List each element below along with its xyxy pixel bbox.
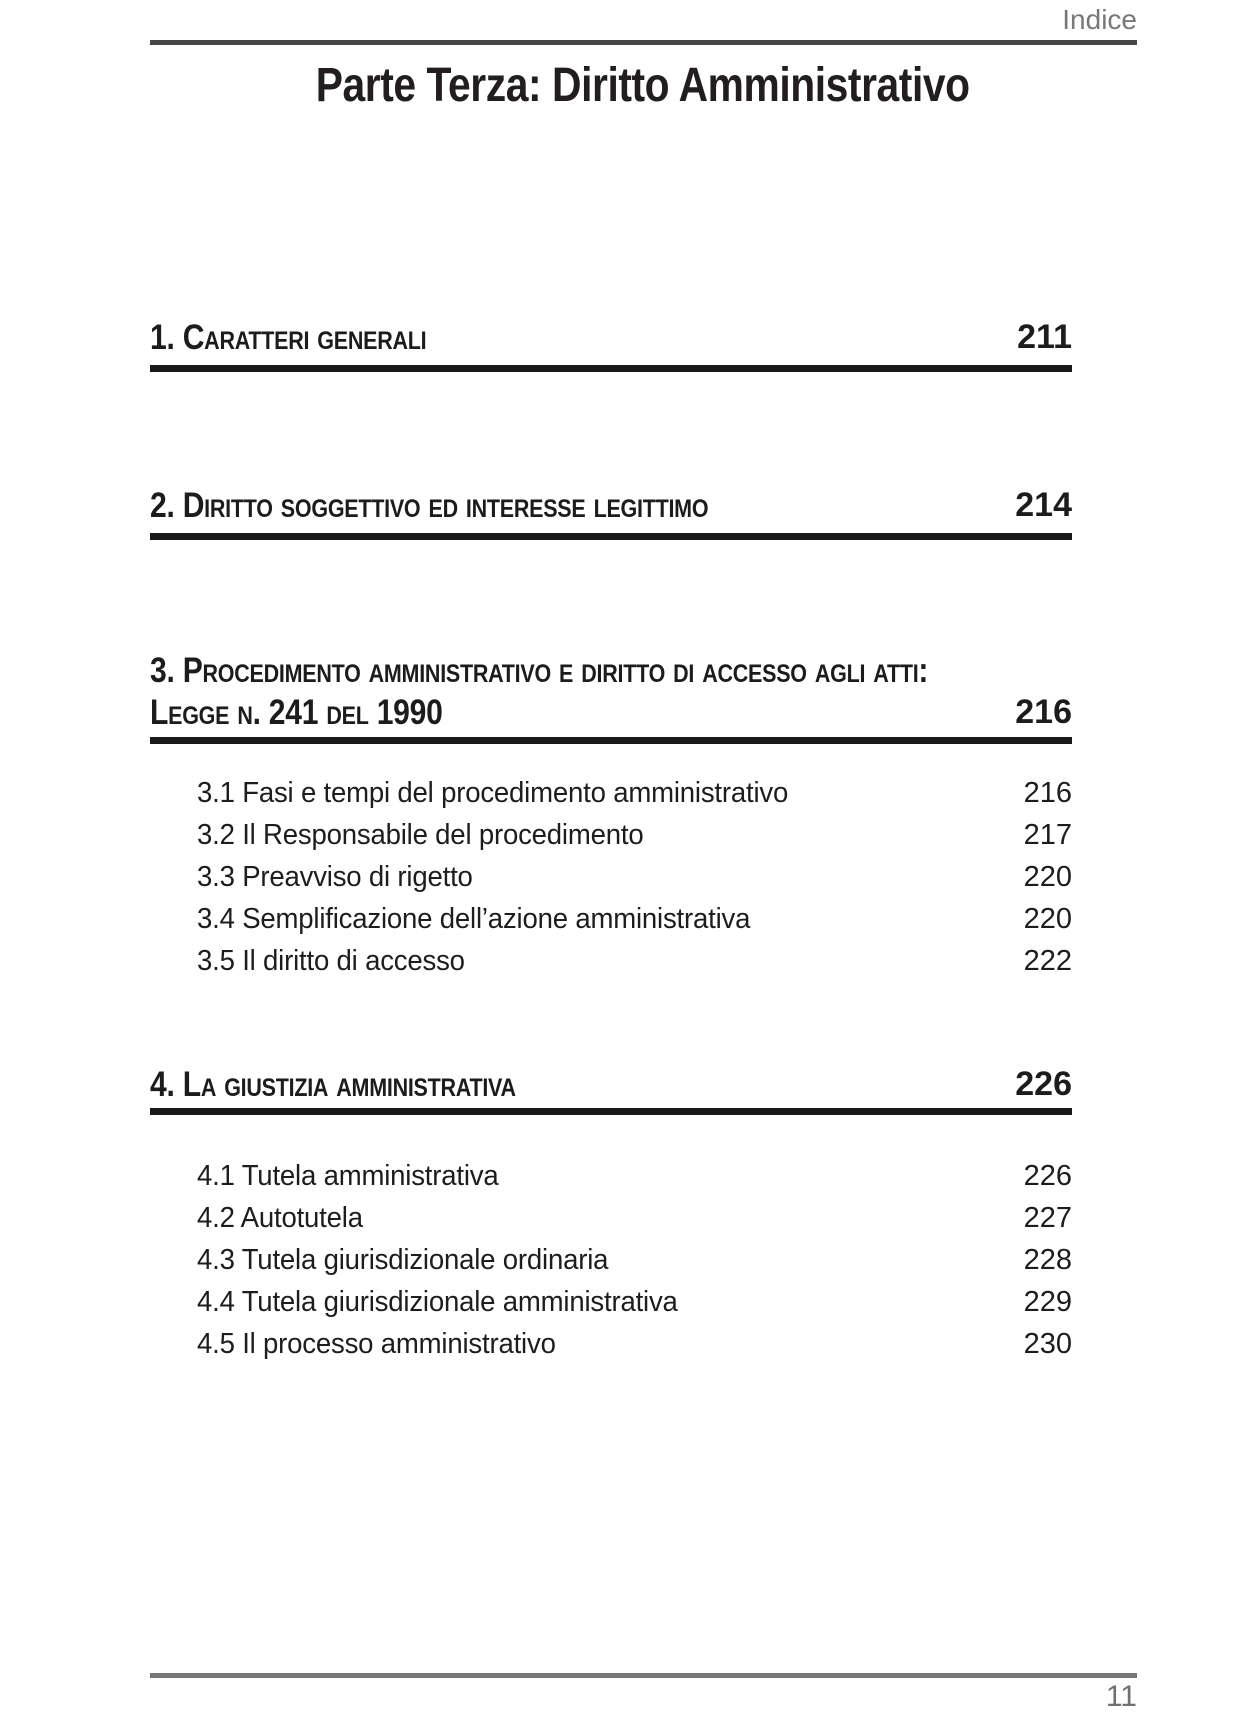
toc-entry-label: 4.4 Tutela giurisdizionale amministrativa bbox=[197, 1286, 678, 1318]
title-wrap bbox=[150, 59, 1135, 112]
section-rule bbox=[150, 365, 1072, 372]
toc-entry bbox=[197, 1239, 1072, 1281]
toc-entry-label: 3.2 Il Responsabile del procedimento bbox=[197, 819, 644, 851]
section-3-page-number: 216 bbox=[1015, 693, 1072, 731]
toc-entry bbox=[197, 772, 1072, 814]
toc-entry bbox=[197, 1155, 1072, 1197]
toc-subitems-section-3 bbox=[197, 772, 1072, 982]
toc-entry bbox=[197, 1281, 1072, 1323]
toc-entry bbox=[197, 1323, 1072, 1365]
toc-entry bbox=[197, 898, 1072, 940]
header-rule bbox=[150, 40, 1137, 45]
toc-entry-page-number: 228 bbox=[1023, 1244, 1072, 1276]
section-rule bbox=[150, 533, 1072, 540]
toc-entry-label: 4.2 Autotutela bbox=[197, 1202, 363, 1234]
section-rule bbox=[150, 737, 1072, 744]
toc-entry bbox=[197, 1197, 1072, 1239]
toc-entry-page-number: 229 bbox=[1023, 1286, 1072, 1318]
running-header-label: Indice bbox=[1062, 4, 1137, 35]
toc-entry-label: 3.4 Semplificazione dell’azione amministrativa bbox=[197, 903, 751, 935]
section-3-label-line2: Legge n. 241 del 1990 bbox=[150, 693, 443, 732]
toc-entry-page-number: 217 bbox=[1023, 819, 1072, 851]
section-2-page-number: 214 bbox=[1015, 486, 1072, 524]
toc-entry-page-number: 230 bbox=[1023, 1328, 1072, 1360]
section-1-page-number: 211 bbox=[1017, 318, 1072, 356]
toc-entry-label: 3.1 Fasi e tempi del procedimento amministrativo bbox=[197, 777, 789, 809]
toc-entry bbox=[197, 856, 1072, 898]
toc-section-2 bbox=[150, 488, 1072, 528]
toc-section-3-line2 bbox=[150, 695, 1072, 735]
section-2-label: 2. Diritto soggettivo ed interesse legittimo bbox=[150, 486, 709, 525]
toc-entry-label: 3.3 Preavviso di rigetto bbox=[197, 861, 473, 893]
footer-rule bbox=[150, 1673, 1137, 1678]
toc-entry bbox=[197, 940, 1072, 982]
toc-entry bbox=[197, 814, 1072, 856]
toc-section-3-line1 bbox=[150, 653, 1072, 693]
section-4-label: 4. La giustizia amministrativa bbox=[150, 1065, 516, 1104]
section-4-page-number: 226 bbox=[1015, 1065, 1072, 1103]
toc-section-1 bbox=[150, 320, 1072, 360]
folio-page-number: 11 bbox=[1105, 1680, 1137, 1713]
section-3-label-line1: 3. Procedimento amministrativo e diritto di accesso agli atti: bbox=[150, 651, 929, 690]
toc-entry-page-number: 220 bbox=[1023, 861, 1072, 893]
section-rule bbox=[150, 1108, 1072, 1115]
page-title: Parte Terza: Diritto Amministrativo bbox=[315, 59, 970, 112]
toc-entry-page-number: 227 bbox=[1023, 1202, 1072, 1234]
toc-entry-page-number: 226 bbox=[1023, 1160, 1072, 1192]
toc-entry-label: 4.1 Tutela amministrativa bbox=[197, 1160, 499, 1192]
toc-entry-label: 4.5 Il processo amministrativo bbox=[197, 1328, 556, 1360]
toc-section-4 bbox=[150, 1067, 1072, 1107]
toc-entry-label: 3.5 Il diritto di accesso bbox=[197, 945, 465, 977]
toc-subitems-section-4 bbox=[197, 1155, 1072, 1365]
toc-entry-page-number: 222 bbox=[1023, 945, 1072, 977]
toc-entry-label: 4.3 Tutela giurisdizionale ordinaria bbox=[197, 1244, 609, 1276]
section-1-label: 1. Caratteri generali bbox=[150, 318, 427, 357]
toc-entry-page-number: 216 bbox=[1023, 777, 1072, 809]
toc-entry-page-number: 220 bbox=[1023, 903, 1072, 935]
